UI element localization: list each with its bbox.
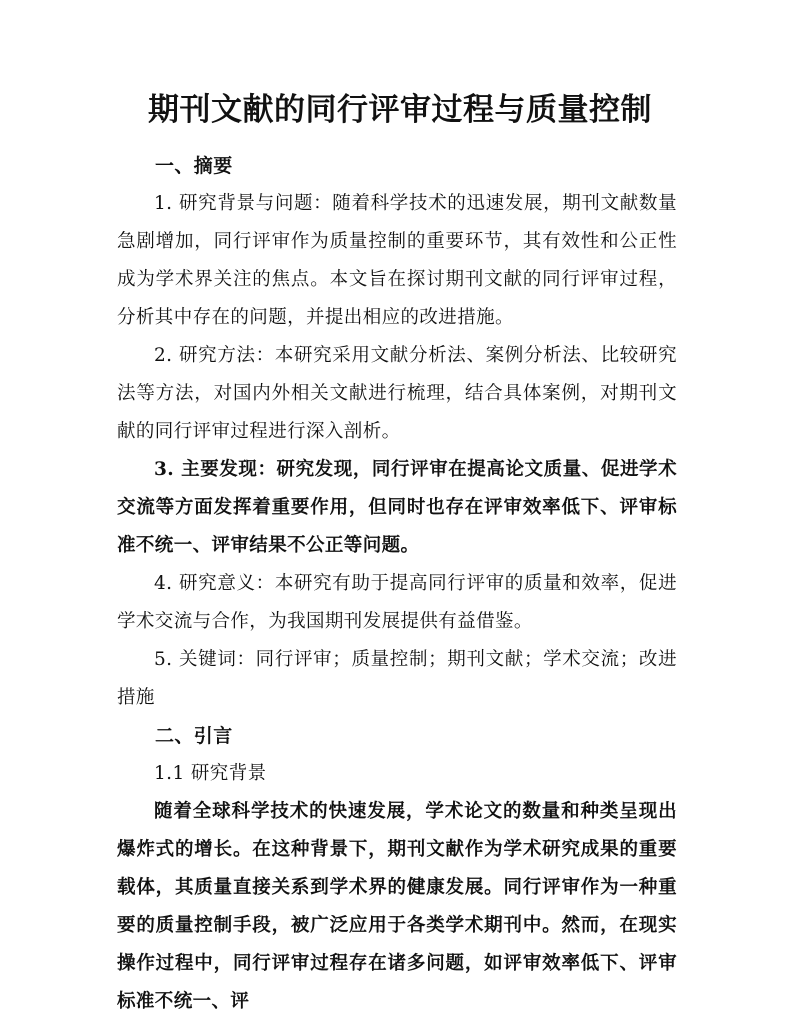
abstract-item-methods: 2. 研究方法：本研究采用文献分析法、案例分析法、比较研究法等方法，对国内外相关文献进行梳理，结合具体案例，对期刊文献的同行评审过程进行深入剖析。: [117, 345, 677, 442]
abstract-item-findings: 3. 主要发现：研究发现，同行评审在提高论文质量、促进学术交流等方面发挥着重要作用，但同时也存在评审效率低下、评审标准不统一、评审结果不公正等问题。: [117, 459, 677, 556]
document-body: [117, 147, 677, 1021]
abstract-heading: 一、摘要: [155, 155, 233, 177]
abstract-item-background: 1. 研究背景与问题：随着科学技术的迅速发展，期刊文献数量急剧增加，同行评审作为质量控制的重要环节，其有效性和公正性成为学术界关注的焦点。本文旨在探讨期刊文献的同行评审过程，分析其中存在的问题，并提出相应的改进措施。: [117, 193, 677, 328]
abstract-item-keywords: 5. 关键词：同行评审；质量控制；期刊文献；学术交流；改进措施: [117, 649, 677, 708]
introduction-subheading: 1.1 研究背景: [154, 763, 267, 784]
introduction-heading: 二、引言: [155, 725, 233, 747]
introduction-paragraph: 随着全球科学技术的快速发展，学术论文的数量和种类呈现出爆炸式的增长。在这种背景下，期刊文献作为学术研究成果的重要载体，其质量直接关系到学术界的健康发展。同行评审作为一种重要的质量控制手段，被广泛应用于各类学术期刊中。然而，在现实操作过程中，同行评审过程存在诸多问题，如评审效率低下、评审标准不统一、评: [117, 801, 677, 1012]
document-title: 期刊文献的同行评审过程与质量控制: [148, 92, 652, 128]
abstract-item-significance: 4. 研究意义：本研究有助于提高同行评审的质量和效率，促进学术交流与合作，为我国期刊发展提供有益借鉴。: [117, 573, 677, 632]
